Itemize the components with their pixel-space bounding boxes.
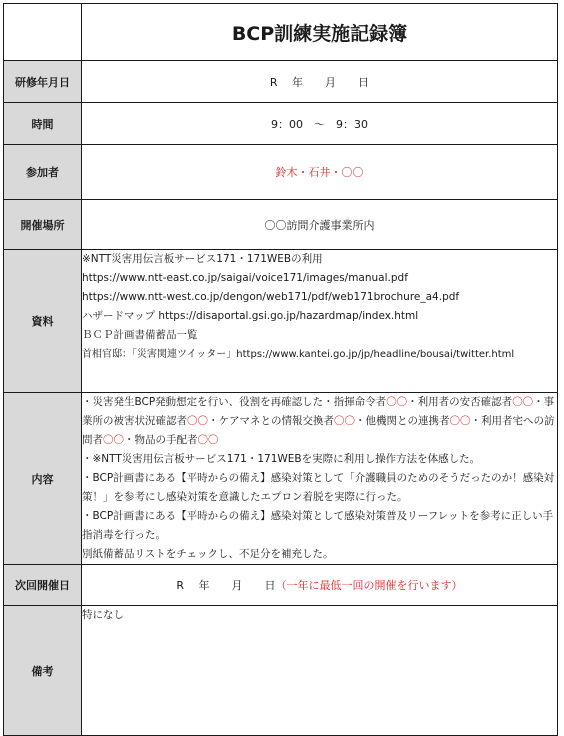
participants-row — [4, 145, 558, 200]
role-name: 〇〇 — [449, 415, 471, 427]
content-paragraph: 別紙備蓄品リストをチェックし、不足分を補充した。 — [82, 548, 334, 560]
remarks-value: 特になし — [82, 606, 558, 736]
role-name: 〇〇 — [386, 396, 408, 408]
time-label: 時間 — [4, 103, 82, 145]
materials-line: ※NTT災害用伝言板サービス171・171WEBの利用 — [82, 253, 323, 265]
role-name: 〇〇 — [197, 434, 219, 446]
content-paragraph: ・BCP計画書にある【平時からの備え】感染対策として感染対策普及リーフレットを参考に正しい手指消毒を行った。 — [82, 510, 554, 541]
materials-row — [4, 250, 558, 393]
participants-value: 鈴木・石井・〇〇 — [82, 145, 558, 200]
role-name: 〇〇 — [334, 415, 355, 427]
next-date-label: 次回開催日 — [4, 565, 82, 606]
role-name: 〇〇 — [512, 396, 534, 408]
training-date-label: 研修年月日 — [4, 61, 82, 103]
venue-label: 開催場所 — [4, 200, 82, 250]
title-row — [4, 4, 558, 61]
materials-link[interactable]: 首相官邸：「災害関連ツイッター」https://www.kantei.go.jp/jp/headline/bousai/twitter.html — [82, 349, 515, 360]
content-roles-paragraph: ・災害発生BCP発動想定を行い、役割を再確認した・指揮命令者〇〇・利用者の安否確認者〇〇・事業所の被害状況確認者〇〇・ケアマネとの情報交換者〇〇・他機関との連携者〇〇・利用者宅への訪問者〇〇・物品の手配者〇〇 — [82, 396, 555, 446]
venue-value: 〇〇訪問介護事業所内 — [82, 200, 558, 250]
participants-label: 参加者 — [4, 145, 82, 200]
materials-link[interactable]: ハザードマップ https://disaportal.gsi.go.jp/hazardmap/index.html — [82, 310, 419, 322]
materials-line: ＢＣＰ計画書備蓄品一覧 — [82, 329, 198, 341]
next-date-value-cell — [82, 565, 558, 606]
content-text — [82, 393, 558, 565]
remarks-row — [4, 606, 558, 736]
sheet-title: BCP訓練実施記録簿 — [82, 4, 558, 61]
venue-row — [4, 200, 558, 250]
content-label: 内容 — [4, 393, 82, 565]
time-value: 9：00 ～ 9：30 — [82, 103, 558, 145]
role-name: 〇〇 — [103, 434, 124, 446]
next-date-value: R 年 月 日 — [176, 579, 276, 592]
materials-link[interactable]: https://www.ntt-east.co.jp/saigai/voice171/images/manual.pdf — [82, 272, 408, 284]
title-corner-cell — [4, 4, 82, 61]
remarks-label: 備考 — [4, 606, 82, 736]
content-paragraph: ・BCP計画書にある【平時からの備え】感染対策として「介護職員のためのそうだったのか！感染対策！」を参考にし感染対策を意識したエプロン着脱を実際に行った。 — [82, 472, 555, 503]
content-paragraph: ・※NTT災害用伝言板サービス171・171WEBを実際に利用し操作方法を体感した。 — [82, 453, 481, 465]
time-row — [4, 103, 558, 145]
materials-link[interactable]: https://www.ntt-west.co.jp/dengon/web171/pdf/web171brochure_a4.pdf — [82, 291, 460, 303]
content-row — [4, 393, 558, 565]
next-date-note: （一年に最低一回の開催を行います） — [275, 579, 463, 592]
training-date-value: R 年 月 日 — [82, 61, 558, 103]
bcp-training-record-sheet — [3, 3, 558, 736]
role-name: 〇〇 — [187, 415, 208, 427]
next-date-row — [4, 565, 558, 606]
materials-list — [82, 250, 558, 393]
materials-label: 資料 — [4, 250, 82, 393]
training-date-row — [4, 61, 558, 103]
